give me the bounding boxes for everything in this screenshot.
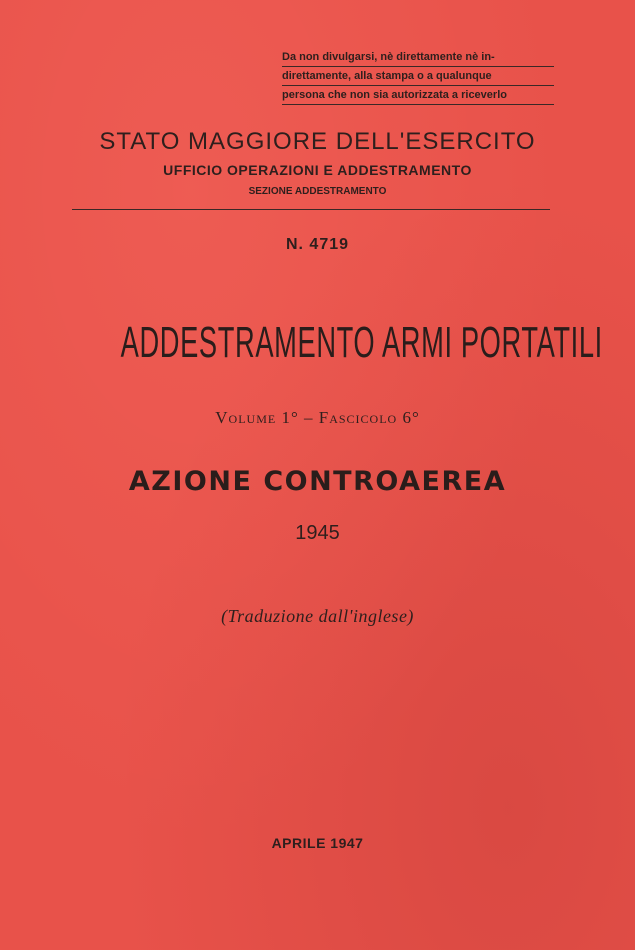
edition-year: 1945 bbox=[295, 522, 340, 544]
publication-date: APRILE 1947 bbox=[271, 835, 364, 851]
issuing-authority: STATO MAGGIORE DELL'ESERCITO bbox=[99, 128, 536, 155]
notice-line: persona che non sia autorizzata a riceverlo bbox=[282, 86, 554, 105]
publication-number: N. 4719 bbox=[285, 236, 350, 253]
office-name: UFFICIO OPERAZIONI E ADDESTRAMENTO bbox=[163, 162, 472, 178]
translation-note: (Traduzione dall'inglese) bbox=[221, 606, 414, 626]
restriction-notice bbox=[282, 48, 554, 105]
section-name: SEZIONE ADDESTRAMENTO bbox=[248, 186, 387, 197]
notice-line: direttamente, alla stampa o a qualunque bbox=[282, 67, 554, 86]
subtitle: AZIONE CONTROAEREA bbox=[128, 466, 507, 497]
divider-rule bbox=[72, 209, 550, 210]
volume-fascicle: Volume 1° – Fascicolo 6° bbox=[215, 408, 420, 427]
notice-line: Da non divulgarsi, nè direttamente nè in- bbox=[282, 48, 554, 67]
main-title: ADDESTRAMENTO ARMI PORTATILI bbox=[120, 318, 603, 367]
